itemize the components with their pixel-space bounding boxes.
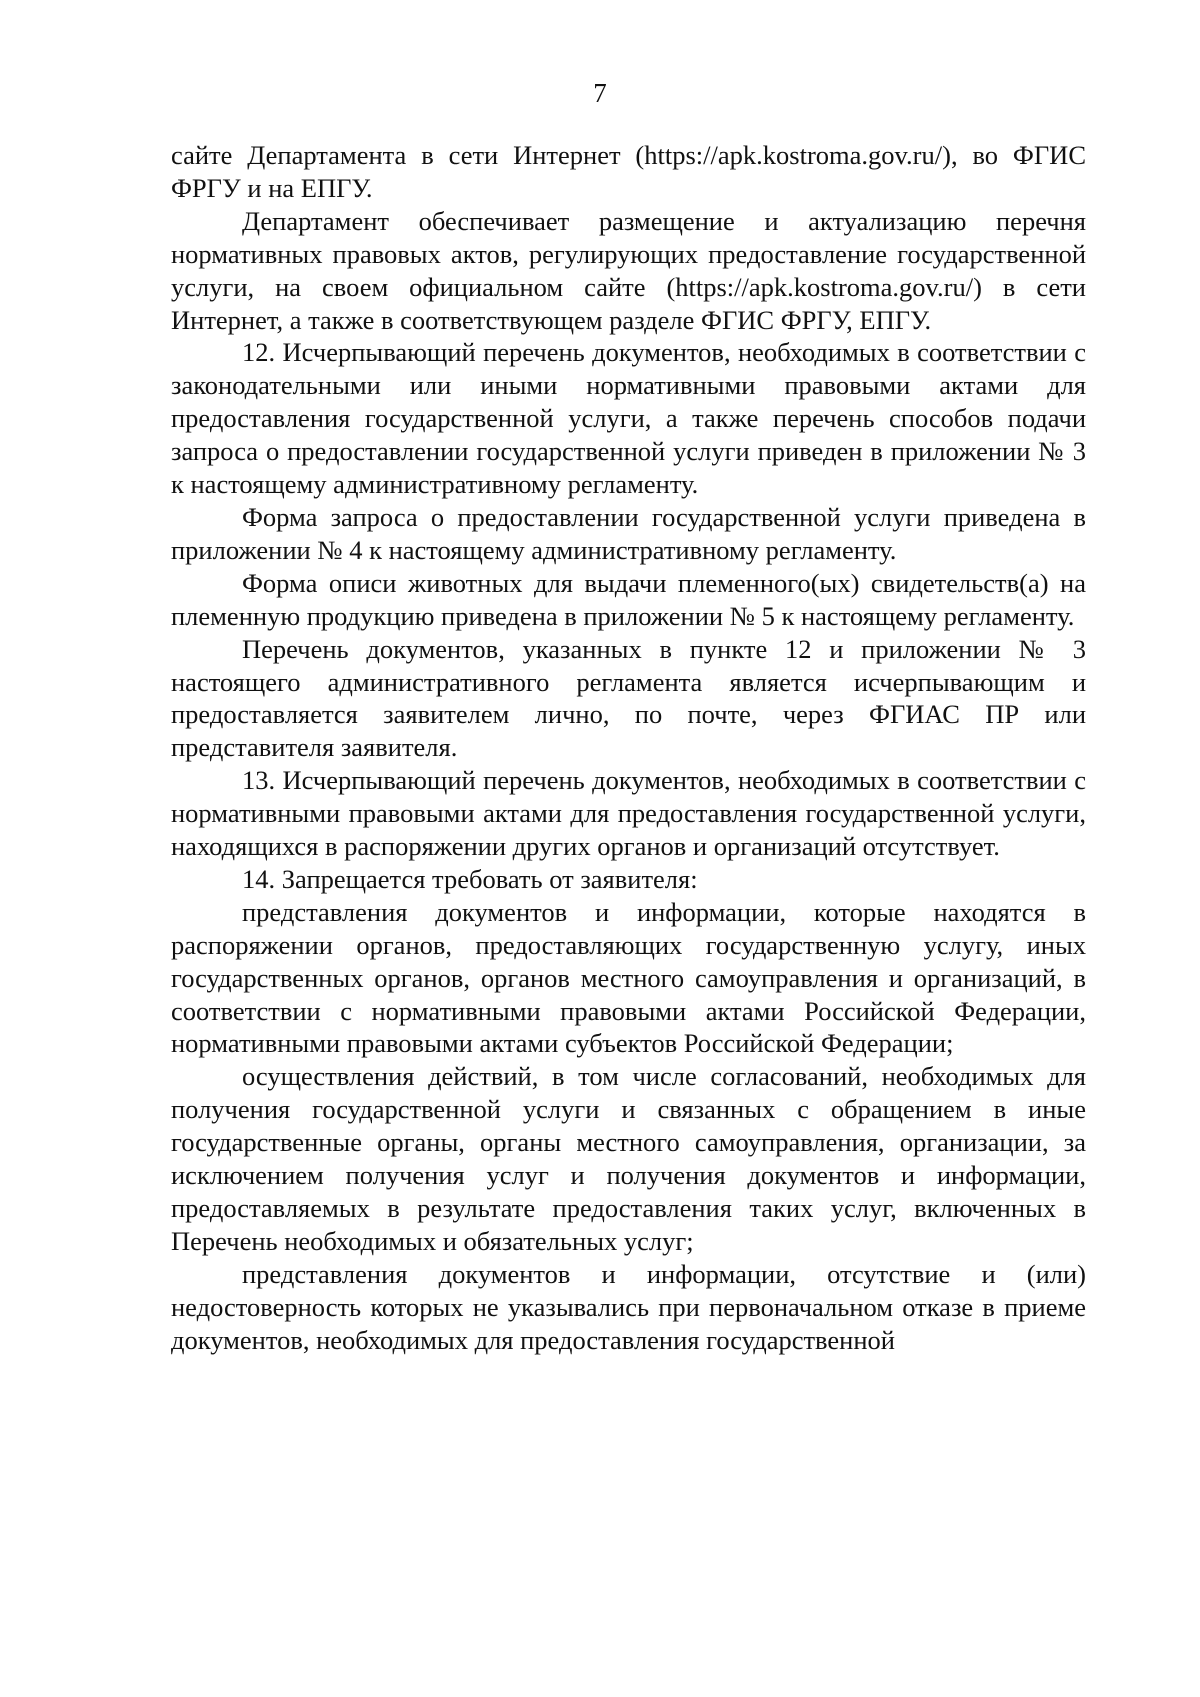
- paragraph-prohibition-documents: представления документов и информации, которые находятся в распоряжении органов, предоставляющих государственную услугу, иных государственных органов, органов местного самоуправления и организаций, в соответствии с нормативными правовыми актами Российской Федерации, нормативными правовыми актами субъектов Российской Федерации;: [171, 896, 1086, 1059]
- paragraph-item-14: 14. Запрещается требовать от заявителя:: [242, 863, 698, 894]
- paragraph-prohibition-actions: осуществления действий, в том числе согласований, необходимых для получения государственной услуги и связанных с обращением в иные государственные органы, органы местного самоуправления, организации, за исключением получения услуг и получения документов и информации, предоставляемых в результате предоставления таких услуг, включенных в Перечень необходимых и обязательных услуг;: [171, 1061, 1086, 1256]
- paragraph-prohibition-missing-documents: представления документов и информации, отсутствие и (или) недостоверность которых не указывались при первоначальном отказе в приеме документов, необходимых для предоставления государственной: [171, 1258, 1086, 1355]
- paragraph-documents-exhaustive: Перечень документов, указанных в пункте 12 и приложении № 3 настоящего административного регламента является исчерпывающим и предоставляется заявителем лично, по почте, через ФГИАС ПР или представителя заявителя.: [171, 633, 1086, 763]
- paragraph-animal-inventory-form: Форма описи животных для выдачи племенного(ых) свидетельств(а) на племенную продукцию приведена в приложении № 5 к настоящему регламенту.: [171, 567, 1086, 631]
- page-number: 7: [593, 78, 607, 108]
- paragraph-item-13: 13. Исчерпывающий перечень документов, необходимых в соответствии с нормативными правовыми актами для предоставления государственной услуги, находящихся в распоряжении других органов и организаций отсутствует.: [171, 765, 1086, 862]
- paragraph-legal-acts-list: Департамент обеспечивает размещение и актуализацию перечня нормативных правовых актов, регулирующих предоставление государственной услуги, на своем официальном сайте (https://apk.kostroma.gov.ru/) в сети Интернет, а также в соответствующем разделе ФГИС ФРГУ, ЕПГУ.: [171, 205, 1086, 335]
- document-body: [171, 139, 1086, 1357]
- paragraph-request-form: Форма запроса о предоставлении государственной услуги приведена в приложении № 4 к настоящему административному регламенту.: [171, 501, 1086, 565]
- paragraph-item-12: 12. Исчерпывающий перечень документов, необходимых в соответствии с законодательными или иными нормативными правовыми актами для предоставления государственной услуги, а также перечень способов подачи запроса о предоставлении государственной услуги приведен в приложении № 3 к настоящему административному регламенту.: [171, 337, 1086, 500]
- paragraph-website-continuation: сайте Департамента в сети Интернет (https://apk.kostroma.gov.ru/), во ФГИС ФРГУ и на ЕПГУ.: [171, 140, 1086, 203]
